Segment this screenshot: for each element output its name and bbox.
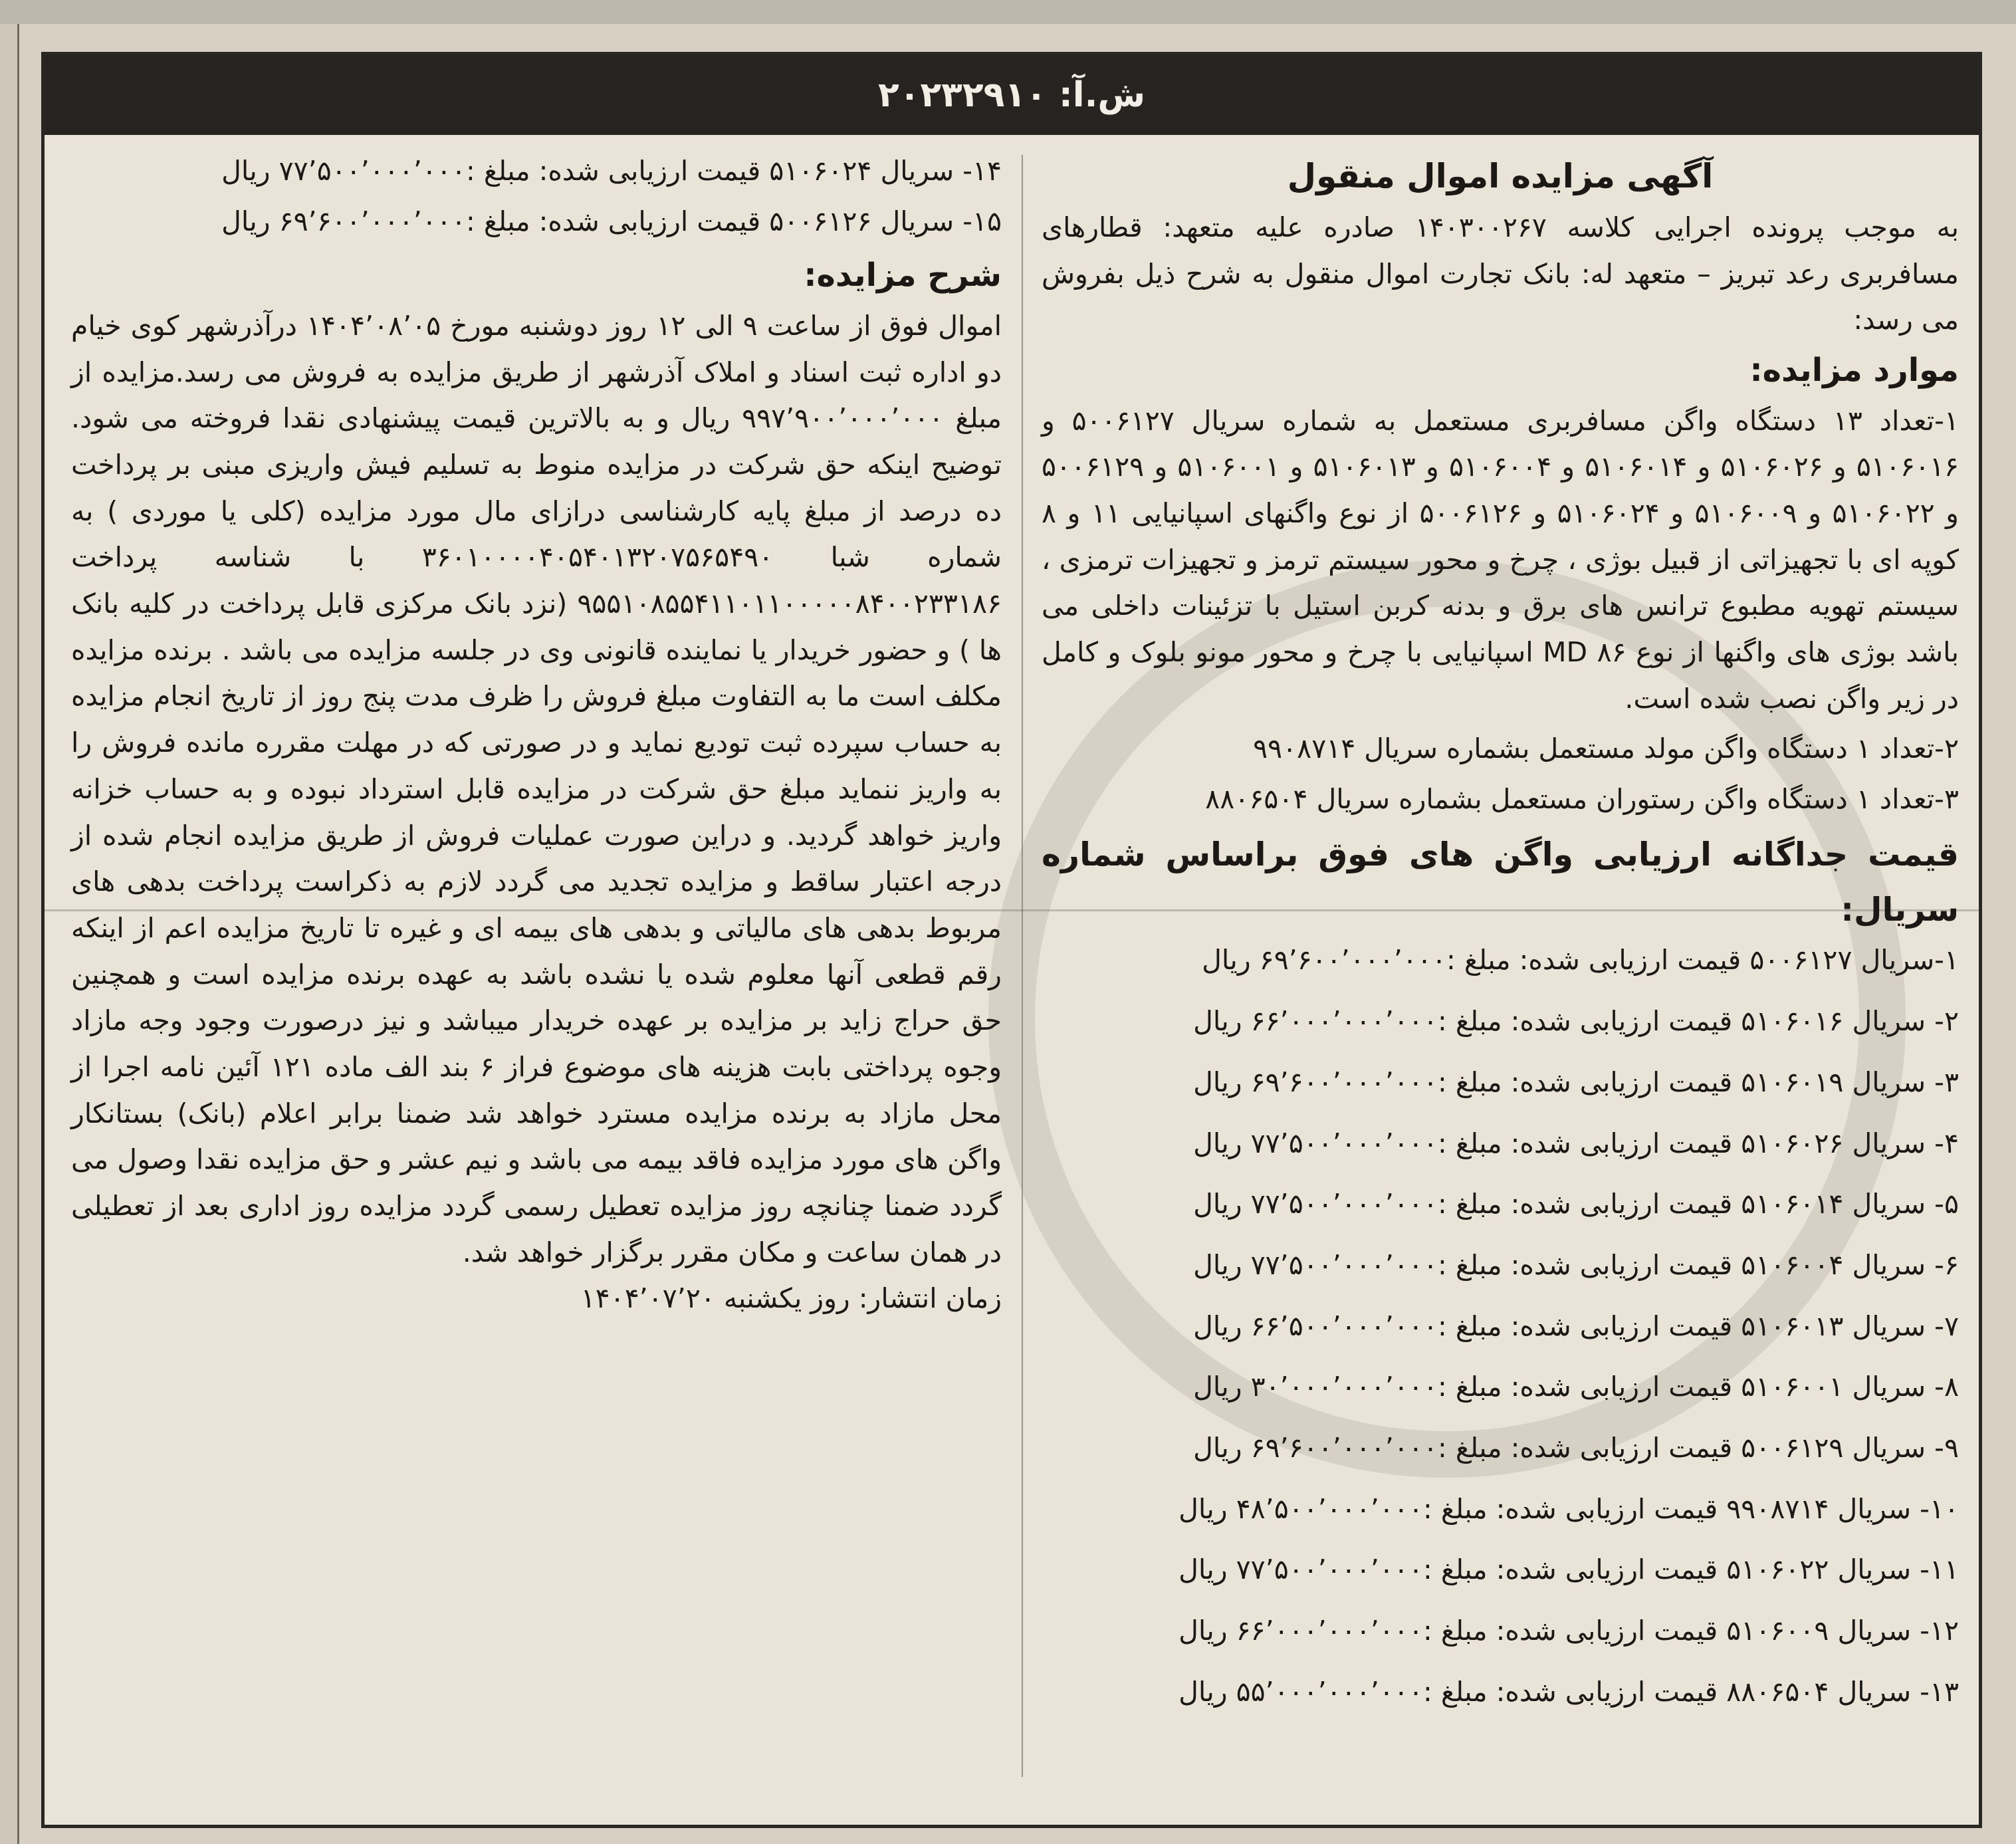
price-item: ۱۲- سریال ۵۱۰۶۰۰۹ قیمت ارزیابی شده: مبلغ :۶۶٬۰۰۰٬۰۰۰٬۰۰۰ ریال xyxy=(1178,1615,1959,1647)
price-item: ۸- سریال ۵۱۰۶۰۰۱ قیمت ارزیابی شده: مبلغ :۳۰٬۰۰۰٬۰۰۰٬۰۰۰ ریال xyxy=(1193,1371,1959,1403)
price-item: ۳- سریال ۵۱۰۶۰۱۹ قیمت ارزیابی شده: مبلغ :۶۹٬۶۰۰٬۰۰۰٬۰۰۰ ریال xyxy=(1193,1066,1959,1098)
description-heading: شرح مزایده: xyxy=(804,257,1002,294)
items-list xyxy=(1042,398,1959,823)
reference-number: ش.آ: ۲۰۲۳۲۹۱۰ xyxy=(877,75,1146,115)
page-edge-top xyxy=(0,0,2016,24)
list-item: ۳-تعداد ۱ دستگاه واگن رستوران مستعمل بشماره سریال ۸۸۰۶۵۰۴ xyxy=(1205,783,1959,816)
price-item: ۹- سریال ۵۰۰۶۱۲۹ قیمت ارزیابی شده: مبلغ :۶۹٬۶۰۰٬۰۰۰٬۰۰۰ ریال xyxy=(1193,1431,1959,1464)
price-item: ۱۳- سریال ۸۸۰۶۵۰۴ قیمت ارزیابی شده: مبلغ :۵۵٬۰۰۰٬۰۰۰٬۰۰۰ ریال xyxy=(1178,1675,1959,1708)
price-item: ۱۵- سریال ۵۰۰۶۱۲۶ قیمت ارزیابی شده: مبلغ :۶۹٬۶۰۰٬۰۰۰٬۰۰۰ ریال xyxy=(221,205,1002,237)
prices-heading: قیمت جداگانه ارزیابی واگن های فوق براساس شماره سریال: xyxy=(1042,835,1959,929)
price-item: ۴- سریال ۵۱۰۶۰۲۶ قیمت ارزیابی شده: مبلغ :۷۷٬۵۰۰٬۰۰۰٬۰۰۰ ریال xyxy=(1193,1127,1959,1159)
left-column xyxy=(71,148,1002,1322)
price-item: ۱۱- سریال ۵۱۰۶۰۲۲ قیمت ارزیابی شده: مبلغ :۷۷٬۵۰۰٬۰۰۰٬۰۰۰ ریال xyxy=(1178,1554,1959,1586)
publish-date: زمان انتشار: روز یکشنبه ۱۴۰۴٬۰۷٬۲۰ xyxy=(580,1282,1002,1315)
price-item: ۲- سریال ۵۱۰۶۰۱۶ قیمت ارزیابی شده: مبلغ :۶۶٬۰۰۰٬۰۰۰٬۰۰۰ ریال xyxy=(1193,1005,1959,1038)
right-column xyxy=(1042,148,1959,1730)
notice-intro: به موجب پرونده اجرایی کلاسه ۱۴۰۳۰۰۲۶۷ صادره علیه متعهد: قطارهای مسافربری رعد تبریز – متعهد له: بانک تجارت اموال منقول به شرح ذیل بفروش می رسد: xyxy=(1042,211,1959,336)
price-item: ۶- سریال ۵۱۰۶۰۰۴ قیمت ارزیابی شده: مبلغ :۷۷٬۵۰۰٬۰۰۰٬۰۰۰ ریال xyxy=(1193,1248,1959,1281)
reference-header xyxy=(45,55,1979,135)
price-item: ۷- سریال ۵۱۰۶۰۱۳ قیمت ارزیابی شده: مبلغ :۶۶٬۵۰۰٬۰۰۰٬۰۰۰ ریال xyxy=(1193,1310,1959,1342)
page-edge-left xyxy=(0,24,19,1844)
prices-list xyxy=(1042,937,1959,1715)
description-body: اموال فوق از ساعت ۹ الی ۱۲ روز دوشنبه مورخ ۱۴۰۴٬۰۸٬۰۵ درآذرشهر کوی خیام دو اداره ثبت اسناد و املاک آذرشهر از طریق مزایده به فروش می رسد.مزایده از مبلغ ۹۹۷٬۹۰۰٬۰۰۰٬۰۰۰ ریال و به بالاترین قیمت پیشنهادی نقدا فروخته می شود. توضیح اینکه حق شرکت در مزایده منوط به تسلیم فیش واریزی مبنی بر پرداخت ده درصد از مبلغ پایه کارشناسی درازای مال مورد مزایده (کلی یا موردی ) به شماره شبا ۳۶۰۱۰۰۰۰۴۰۵۴۰۱۳۲۰۷۵۶۵۴۹۰ با شناسه پرداخت ۹۵۵۱۰۸۵۵۴۱۱۰۱۱۰۰۰۰۰۸۴۰۰۲۳۳۱۸۶ (نزد بانک مرکزی قابل پرداخت در کلیه بانک ها ) و حضور خریدار یا نماینده قانونی وی در جلسه مزایده می باشد . برنده مزایده مکلف است ما به التفاوت مبلغ فروش را ظرف مدت پنج روز از تاریخ انجام مزایده به حساب سپرده ثبت تودیع نماید و در صورتی که در مهلت مقرره مانده فروش را به واریز ننماید مبلغ حق شرکت در مزایده قابل استرداد نبوده و به حساب خزانه واریز خواهد گردید. و دراین صورت عملیات فروش از طریق مزایده انجام شده از درجه اعتبار ساقط و مزایده تجدید می گردد لازم به ذکراست پرداخت بدهی های مربوط بدهی های مالیاتی و بدهی های بیمه ای و غیره تا تاریخ مزایده اعم از اینکه رقم قطعی آنها معلوم شده یا نشده باشد به عهده برنده مزایده است و همچنین حق حراج زاید بر مزایده بر عهده خریدار میباشد و نیز درصورت وجود وجه مازاد وجوه پرداختی بابت هزینه های موضوع فراز ۶ بند الف ماده ۱۲۱ آئین نامه اجرا از محل مازاد به برنده مزایده مسترد خواهد شد ضمنا برابر اعلام (بانک) بستانکار واگن های مورد مزایده فاقد بیمه می باشد و نیم عشر و حق مزایده نقدا وصول می گردد ضمنا چنانچه روز مزایده تعطیل رسمی گردد مزایده روز اداری بعد از تعطیلی در همان ساعت و مکان مقرر برگزار خواهد شد. xyxy=(71,309,1002,1268)
price-item: ۱۴- سریال ۵۱۰۶۰۲۴ قیمت ارزیابی شده: مبلغ :۷۷٬۵۰۰٬۰۰۰٬۰۰۰ ریال xyxy=(221,155,1002,187)
newspaper-clipping xyxy=(41,52,1982,1828)
prices-list-continued xyxy=(71,148,1002,245)
list-item: ۱-تعداد ۱۳ دستگاه واگن مسافربری مستعمل به شماره سریال ۵۰۰۶۱۲۷ و ۵۱۰۶۰۱۶ و ۵۱۰۶۰۲۶ و ۵۱۰۶۰۱۴ و ۵۱۰۶۰۰۴ و ۵۱۰۶۰۱۳ و ۵۱۰۶۰۰۱ و ۵۰۰۶۱۲۹ و ۵۱۰۶۰۲۲ و ۵۱۰۶۰۰۹ و ۵۱۰۶۰۲۴ و ۵۰۰۶۱۲۶ از نوع واگنهای اسپانیایی ۱۱ و ۸ کوپه ای با تجهیزاتی از قبیل بوژی ، چرخ و محور سیستم ترمز و تجهیزات ترمزی ، سیستم تهویه مطبوع ترانس های برق و بدنه کربن استیل با تزئینات داخلی می باشد بوژی های واگنها از نوع MD ۸۶ اسپانیایی با چرخ و محور مونو بلوک و کامل در زیر واگن نصب شده است. xyxy=(1042,404,1960,715)
list-item: ۲-تعداد ۱ دستگاه واگن مولد مستعمل بشماره سریال ۹۹۰۸۷۱۴ xyxy=(1253,733,1959,765)
notice-title: آگهی مزایده اموال منقول xyxy=(1287,157,1714,195)
price-item: ۱-سریال ۵۰۰۶۱۲۷ قیمت ارزیابی شده: مبلغ :۶۹٬۶۰۰٬۰۰۰٬۰۰۰ ریال xyxy=(1202,944,1959,977)
price-item: ۵- سریال ۵۱۰۶۰۱۴ قیمت ارزیابی شده: مبلغ :۷۷٬۵۰۰٬۰۰۰٬۰۰۰ ریال xyxy=(1193,1188,1959,1220)
column-divider xyxy=(1022,155,1023,1777)
price-item: ۱۰- سریال ۹۹۰۸۷۱۴ قیمت ارزیابی شده: مبلغ :۴۸٬۵۰۰٬۰۰۰٬۰۰۰ ریال xyxy=(1178,1492,1959,1525)
items-heading: موارد مزایده: xyxy=(1749,352,1959,390)
